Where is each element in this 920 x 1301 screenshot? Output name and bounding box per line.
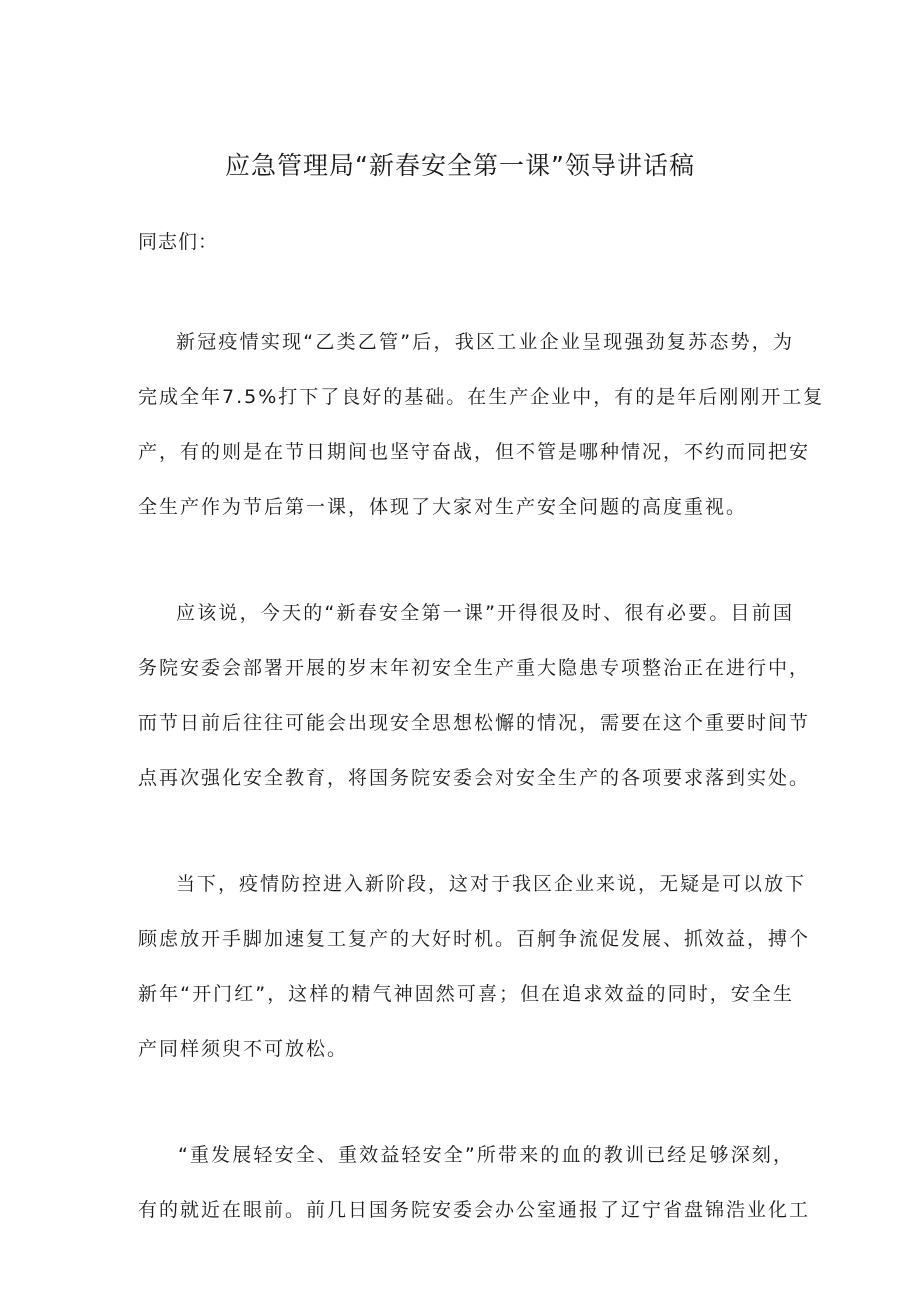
paragraph-line: 应该说，今天的“新春安全第一课”开得很及时、很有必要。目前国 [176, 602, 794, 624]
paragraph-3 [138, 806, 811, 1077]
paragraph-line: 产同样须臾不可放松。 [138, 1038, 349, 1060]
salutation: 同志们： [138, 231, 219, 253]
paragraph-2 [138, 535, 811, 806]
document-body [138, 220, 825, 1238]
document-title: 应急管理局“新春安全第一课”领导讲话稿 [225, 151, 695, 180]
paragraph-line: 完成全年7.5%打下了良好的基础。在生产企业中，有的是年后刚刚开工复 [138, 386, 825, 408]
paragraph-line: 而节日前后往往可能会出现安全思想松懈的情况，需要在这个重要时间节 [138, 712, 811, 734]
paragraph-line: 产，有的则是在节日期间也坚守奋战，但不管是哪种情况，不约而同把安 [138, 441, 811, 463]
paragraph-line: 当下，疫情防控进入新阶段，这对于我区企业来说，无疑是可以放下 [176, 873, 807, 895]
paragraph-line: 全生产作为节后第一课，体现了大家对生产安全问题的高度重视。 [138, 496, 748, 518]
paragraph-4 [138, 1077, 811, 1238]
paragraph-line: 点再次强化安全教育，将国务院安委会对安全生产的各项要求落到实处。 [138, 767, 811, 789]
paragraph-1 [138, 264, 825, 535]
paragraph-line: 顾虑放开手脚加速复工复产的大好时机。百舸争流促发展、抓效益，搏个 [138, 928, 811, 950]
paragraph-line: 新年“开门红”，这样的精气神固然可喜；但在追求效益的同时，安全生 [138, 983, 794, 1005]
paragraph-line: “重发展轻安全、重效益轻安全”所带来的血的教训已经足够深刻， [178, 1144, 794, 1166]
paragraph-line: 有的就近在眼前。前几日国务院安委会办公室通报了辽宁省盘锦浩业化工 [138, 1199, 811, 1221]
paragraph-line: 务院安委会部署开展的岁末年初安全生产重大隐患专项整治正在进行中， [138, 657, 811, 679]
paragraph-line: 新冠疫情实现“乙类乙管”后，我区工业企业呈现强劲复苏态势，为 [176, 331, 794, 353]
